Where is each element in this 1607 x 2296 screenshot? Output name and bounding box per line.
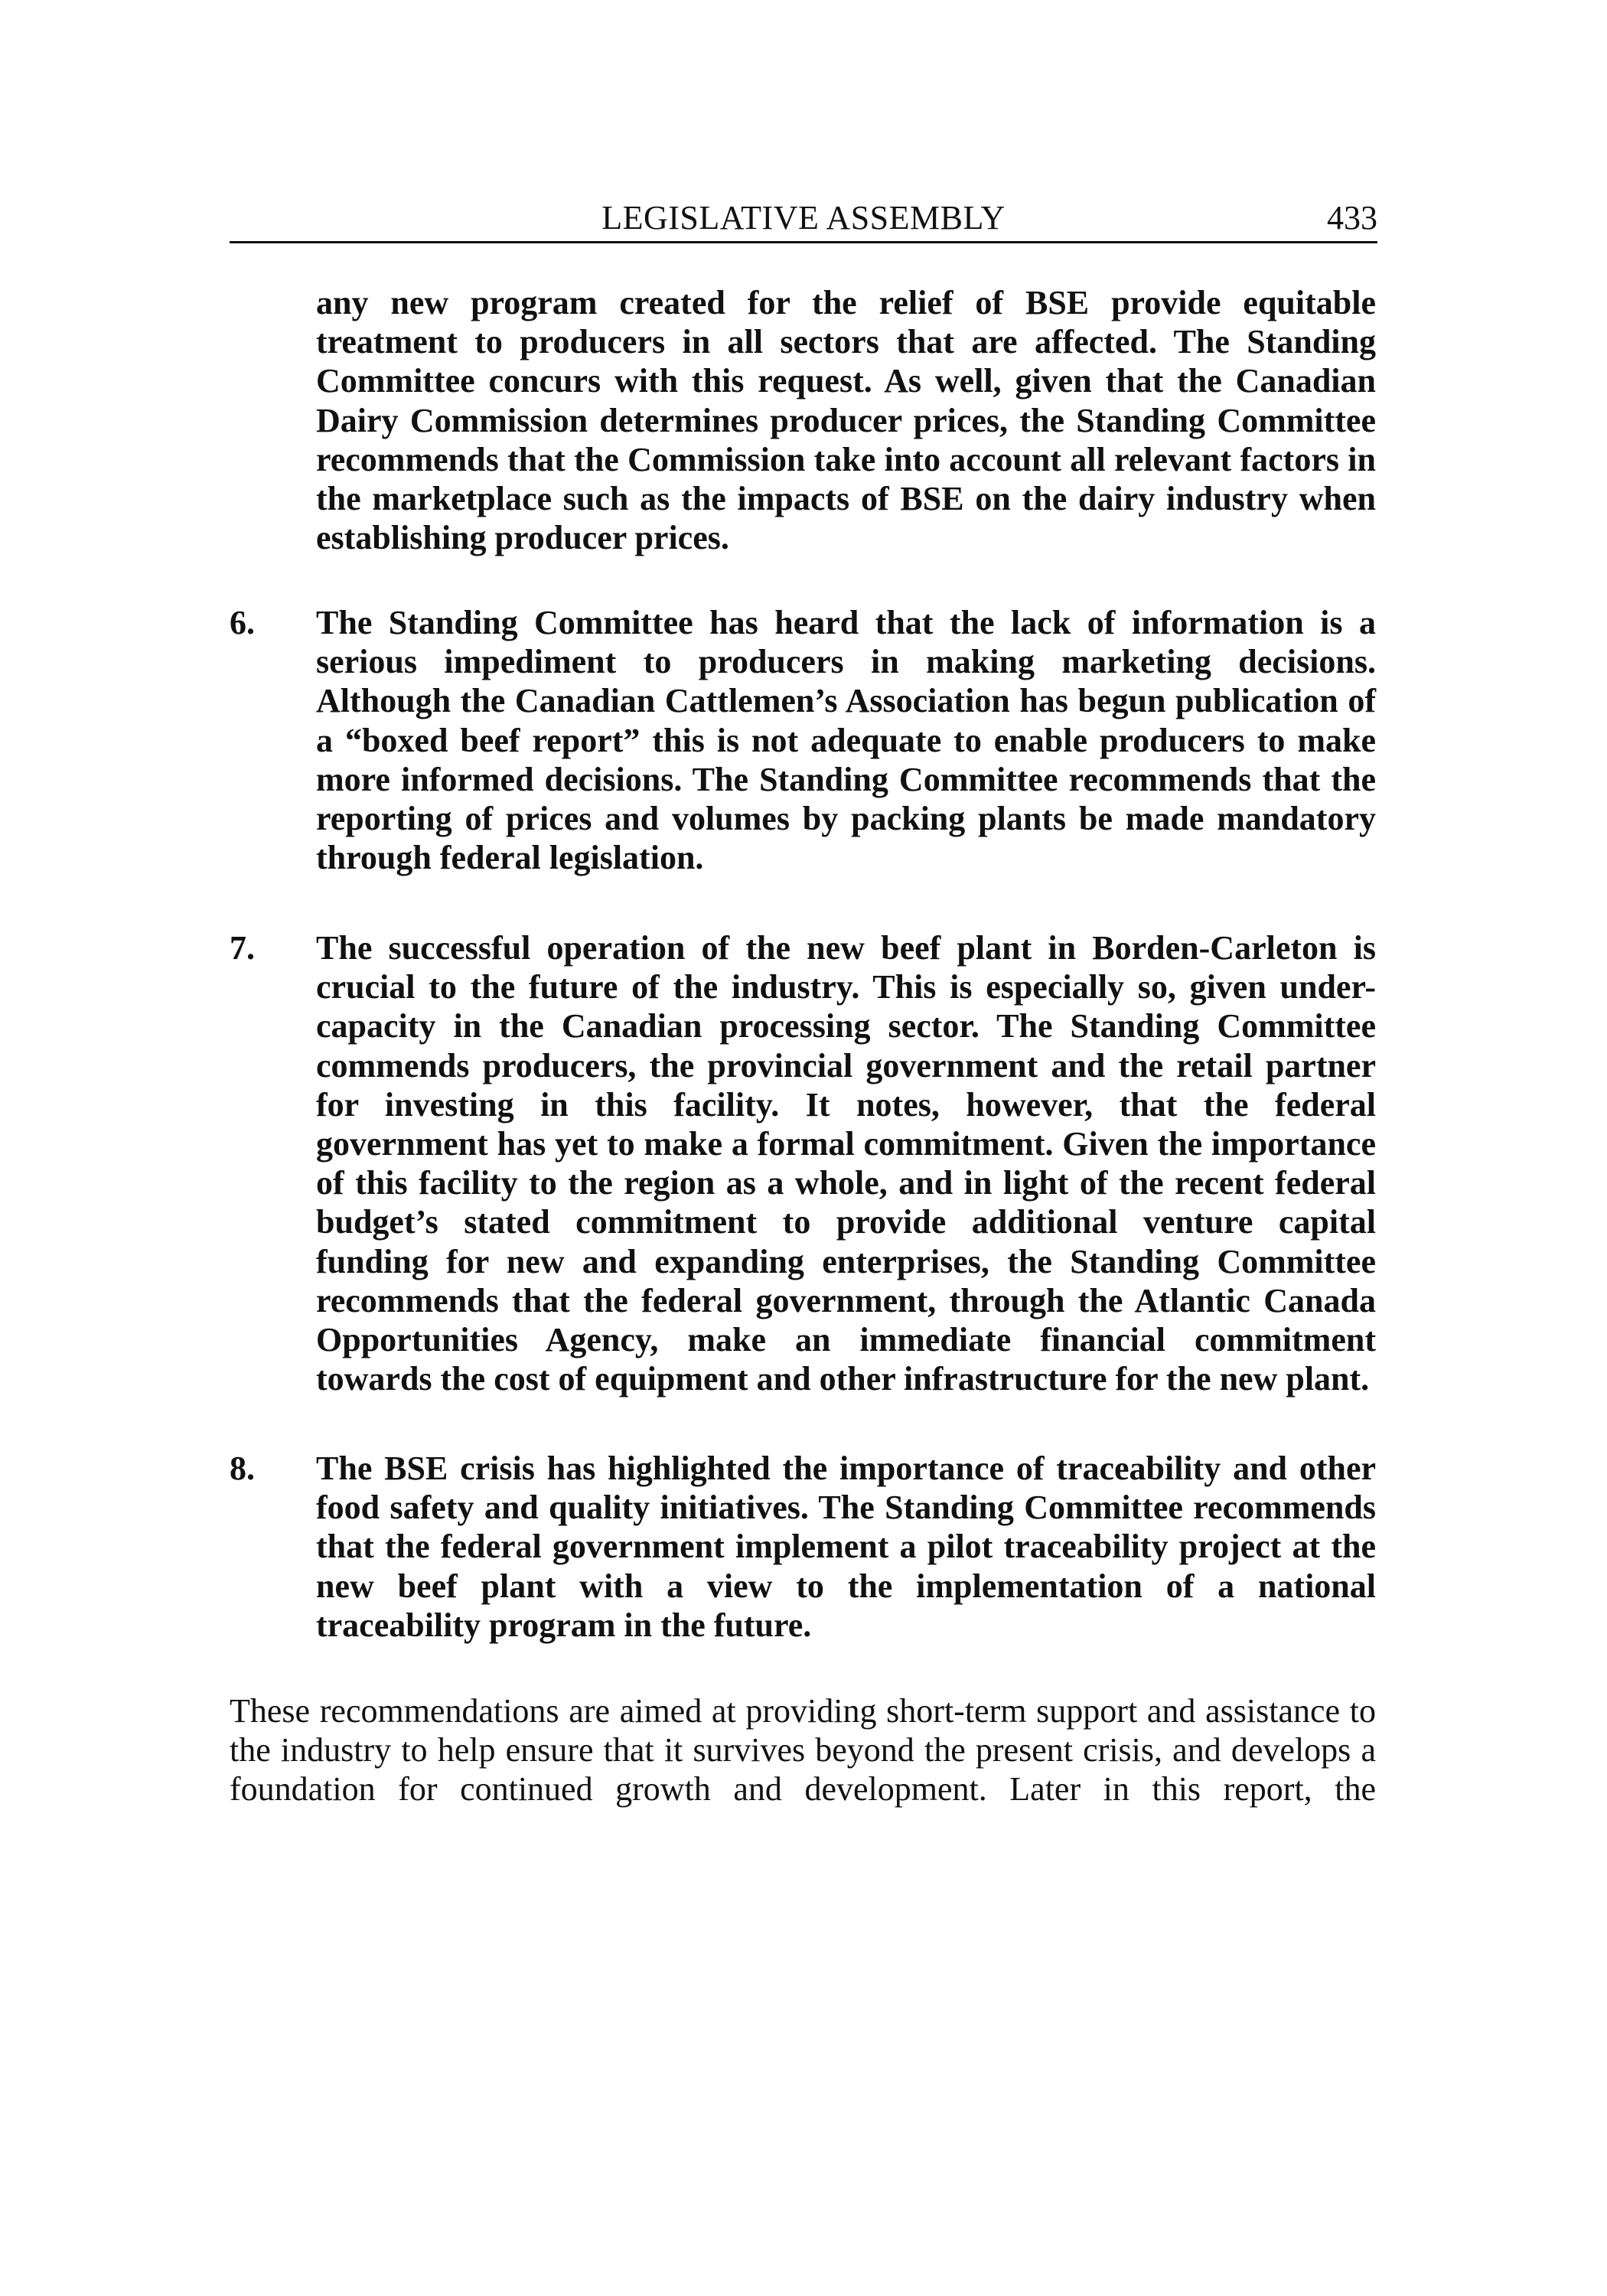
running-header xyxy=(230,195,1377,243)
recommendation-number: 7. xyxy=(230,929,255,967)
recommendation-number: 8. xyxy=(230,1450,255,1487)
recommendation-text: The Standing Committee has heard that the lack of information is a serious impediment to producers in making marketing decisions. Although the Canadian Cattlemen’s Association has begun publication of a “boxed beef report” this is not adequate to enable producers to make more informed decisions. The Standing Committee recommends that the reporting of prices and volumes by packing plants be made mandatory through federal legislation. xyxy=(316,604,1376,877)
recommendation-number: 6. xyxy=(230,604,255,641)
header-title: LEGISLATIVE ASSEMBLY xyxy=(601,199,1006,236)
recommendation-text: The successful operation of the new beef plant in Borden-Carleton is crucial to the future of the industry. This is especially so, given under-capacity in the Canadian processing sector. The Standing Committee commends producers, the provincial government and the retail partner for investing in this facility. It notes, however, that the federal government has yet to make a formal commitment. Given the importance of this facility to the region as a whole, and in light of the recent federal budget’s stated commitment to provide additional venture capital funding for new and expanding enterprises, the Standing Committee recommends that the federal government, through the Atlantic Canada Opportunities Agency, make an immediate financial commitment towards the cost of equipment and other infrastructure for the new plant. xyxy=(316,929,1376,1398)
page-number: 433 xyxy=(1327,199,1377,236)
recommendation-text: The BSE crisis has highlighted the importance of traceability and other food safety and quality initiatives. The Standing Committee recommends that the federal government implement a pilot traceability project at the new beef plant with a view to the implementation of a national traceability program in the future. xyxy=(316,1450,1376,1644)
continued-recommendation-text: any new program created for the relief of BSE provide equitable treatment to producers in all sectors that are affected. The Standing Committee concurs with this request. As well, given that the Canadian Dairy Commission determines producer prices, the Standing Committee recommends that the Commission take into account all relevant factors in the marketplace such as the impacts of BSE on the dairy industry when establishing producer prices. xyxy=(316,284,1376,557)
closing-paragraph: These recommendations are aimed at providing short-term support and assistance to the industry to help ensure that it survives beyond the present crisis, and develops a foundation for continued growth and development. Later in this report, the xyxy=(230,1692,1376,1808)
